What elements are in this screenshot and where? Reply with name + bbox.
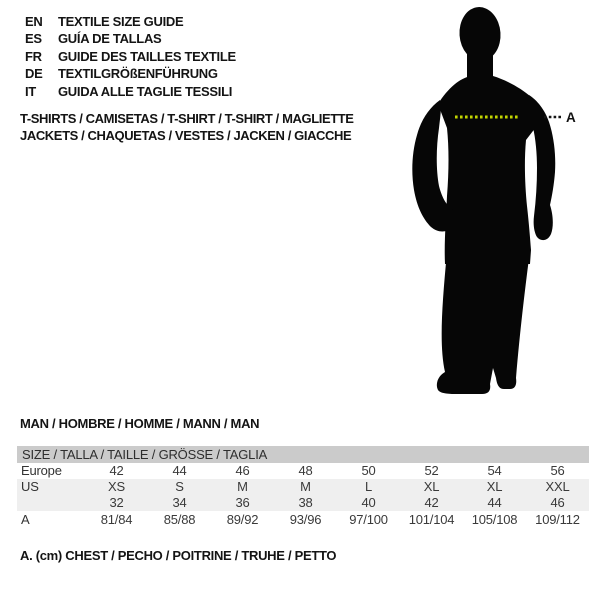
table-cell: 40 [361, 495, 376, 510]
category-line-jackets: JACKETS / CHAQUETAS / VESTES / JACKEN / GIACCHE [20, 128, 352, 143]
table-row-numeric [17, 495, 589, 511]
table-cell: 38 [298, 495, 313, 510]
table-cell: 36 [235, 495, 250, 510]
section-title-man: MAN / HOMBRE / HOMME / MANN / MAN [20, 416, 260, 431]
table-cell: 42 [109, 463, 124, 478]
chest-measure-label: A [566, 110, 576, 125]
language-label: TEXTILGRÖßENFÜHRUNG [58, 66, 218, 82]
table-row-us [17, 479, 589, 495]
table-cell: 44 [172, 463, 187, 478]
language-label: GUIDE DES TAILLES TEXTILE [58, 48, 236, 64]
table-cell: 48 [298, 463, 313, 478]
table-cell: S [175, 479, 184, 494]
table-cell: M [300, 479, 311, 494]
table-cell: 52 [424, 463, 439, 478]
footnote-chest-measure: A. (cm) CHEST / PECHO / POITRINE / TRUHE / PETTO [20, 548, 337, 563]
silhouette-torso [438, 76, 541, 264]
row-label: Europe [21, 463, 62, 478]
language-label: TEXTILE SIZE GUIDE [58, 14, 184, 29]
table-cell: 42 [424, 495, 439, 510]
language-code: EN [25, 14, 43, 29]
size-table [17, 446, 589, 529]
table-cell: 105/108 [471, 512, 518, 527]
size-table-header: SIZE / TALLA / TAILLE / GRÖSSE / TAGLIA [17, 446, 589, 463]
silhouette-legs [437, 250, 529, 394]
table-cell: L [364, 479, 373, 494]
row-label: US [21, 479, 39, 494]
table-row-chest-a [17, 511, 589, 529]
table-cell: 46 [550, 495, 565, 510]
table-cell: 50 [361, 463, 376, 478]
table-cell: 97/100 [349, 512, 388, 527]
table-row-europe [17, 463, 589, 479]
language-code: DE [25, 66, 43, 82]
table-cell: 81/84 [100, 512, 133, 527]
table-cell: XL [423, 479, 440, 494]
table-cell: XL [486, 479, 503, 494]
table-cell: 109/112 [535, 512, 580, 527]
table-cell: 89/92 [226, 512, 259, 527]
table-cell: 93/96 [289, 512, 322, 527]
table-cell: XXL [545, 479, 570, 494]
table-cell: M [237, 479, 248, 494]
silhouette-neck [467, 42, 493, 80]
row-label: A [21, 512, 30, 527]
language-label: GUIDA ALLE TAGLIE TESSILI [58, 83, 233, 99]
table-cell: 44 [487, 495, 502, 510]
table-cell: XS [108, 479, 125, 494]
language-code: FR [25, 48, 42, 64]
table-cell: 56 [550, 463, 565, 478]
table-cell: 32 [109, 495, 124, 510]
table-cell: 101/104 [408, 512, 455, 527]
row-label [17, 495, 85, 511]
table-cell: 34 [172, 495, 187, 510]
table-cell: 46 [235, 463, 250, 478]
language-code: IT [25, 83, 36, 99]
table-cell: 85/88 [163, 512, 196, 527]
table-cell: 54 [487, 463, 502, 478]
category-line-tshirts: T-SHIRTS / CAMISETAS / T-SHIRT / T-SHIRT / MAGLIETTE [20, 111, 354, 126]
language-code: ES [25, 31, 42, 47]
language-label: GUÍA DE TALLAS [58, 31, 162, 47]
